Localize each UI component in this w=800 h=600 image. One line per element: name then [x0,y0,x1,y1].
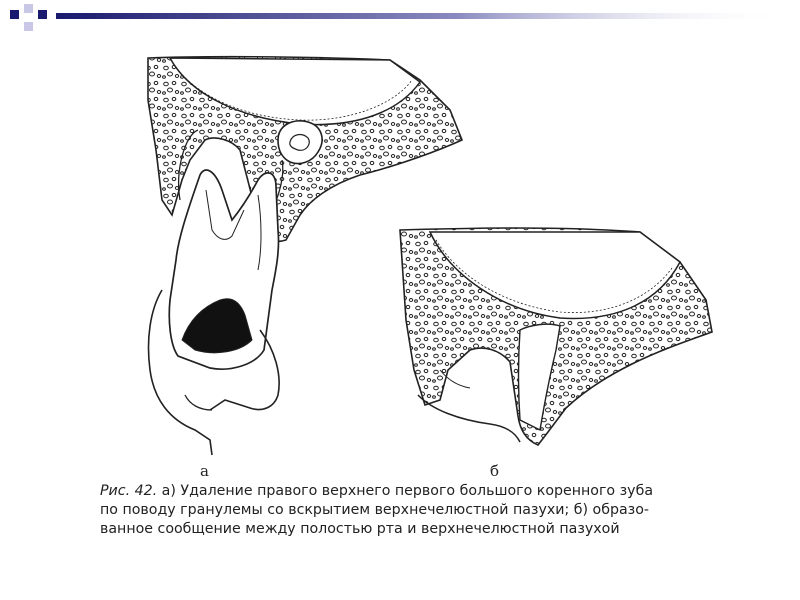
figure-caption [100,482,700,539]
caption-line-2: по поводу гранулемы со вскрытием верхнечелюстной пазухи; б) образо- [100,502,650,518]
panel-b [400,228,712,445]
caption-line-1-text: а) Удаление правого верхнего первого большого коренного зуба [157,483,654,499]
figure-label-a: а [200,462,209,480]
figure-label-b: б [490,462,500,480]
caption-figure-number: Рис. 42. [100,483,158,499]
caption-line-3: ванное сообщение между полостью рта и верхнечелюстной пазухой [100,521,620,537]
caption-line-1 [100,482,700,501]
